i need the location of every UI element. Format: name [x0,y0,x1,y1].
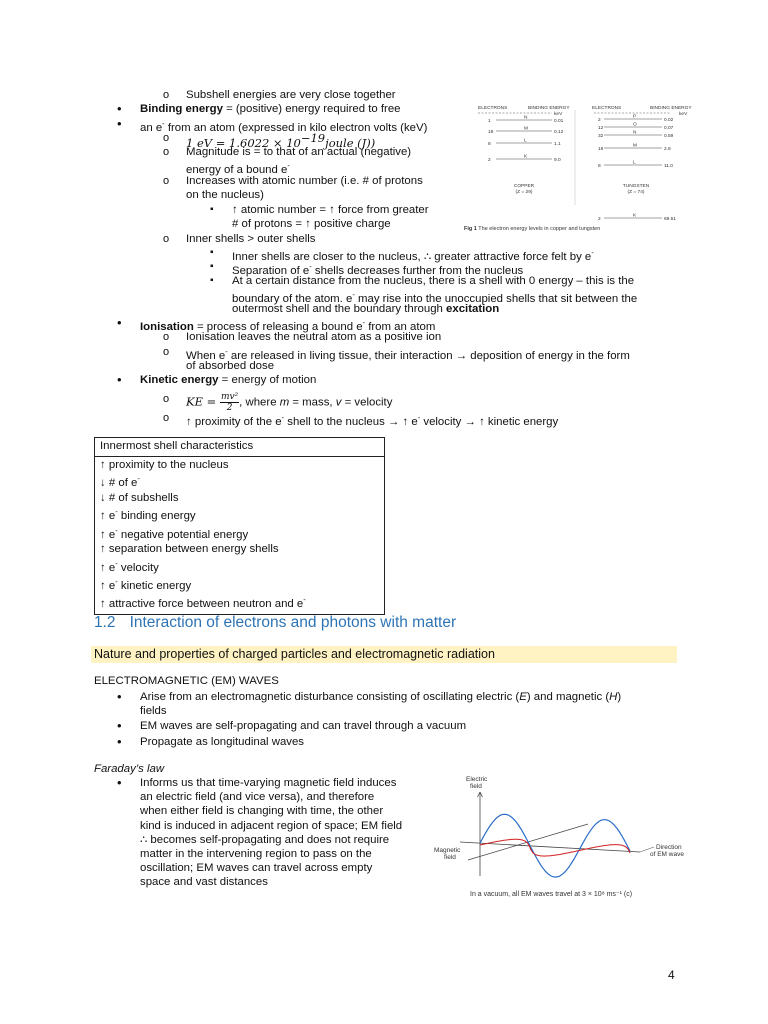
magnitude-text: o Magnitude is = to that of an actual (negative) [186,145,411,159]
faraday-line: oscillation; EM waves can travel across empty [140,862,373,875]
table-row: ↓ # of e- [100,474,140,489]
table-row: ↑ e- velocity [100,558,159,574]
electric-field-label-2: field [470,783,482,790]
ionisation-sub2-cont: of absorbed dose [186,360,275,372]
faraday-heading: Faraday’s law [94,763,165,775]
superscript: - [281,413,285,422]
superscript: - [162,119,165,128]
faraday-bullet [140,776,402,890]
atomic-number-text-cont: # of protons = ↑ positive charge [232,218,391,230]
figure1-caption [464,226,600,232]
shell-letter: P [633,114,637,120]
text-fragment: = mass, [289,396,336,409]
shell-letter: K [524,154,528,160]
shell-letter: M [524,126,528,132]
text-fragment: ) [617,691,622,703]
electron-count: 2 [598,217,601,222]
superscript: - [417,413,421,422]
copper-label: COPPER [513,184,535,189]
superscript: - [287,161,290,170]
text-fragment: from an atom [365,320,436,333]
table-row: ↓ # of subshells [100,491,179,504]
binding-energy-item [140,102,401,116]
em-waves-heading: ELECTROMAGNETIC (EM) WAVES [94,675,279,687]
innermost-shell-table [94,437,385,615]
table-row: ↑ proximity to the nucleus [100,458,229,471]
em-bullet-2: • EM waves are self-propagating and can travel through a vacuum [140,719,466,733]
text-fragment: m [279,396,290,409]
increases-text: o Increases with atomic number (i.e. # of protons [186,174,423,188]
ke-formula [186,392,392,413]
binding-energy-def: = (positive) energy required to free [222,103,401,115]
ev-eq-prefix: 1 eV = 1.6022 × 10 [186,135,301,150]
kinetic-energy-term: Kinetic energy [140,374,219,386]
electron-count: 8 [598,164,601,169]
tungsten-z: (Z = 74) [627,190,645,195]
binding-energy-value: 11.0 [664,164,673,169]
faraday-line: when either field is changing with time, the other [140,805,384,818]
binding-energy-value: 69.51 [664,217,677,222]
wave-caption: In a vacuum, all EM waves travel at 3 × 10⁸ ms⁻¹ (c) [470,891,633,898]
electron-count: 32 [598,134,604,139]
text-fragment: boundary of the atom. e [232,292,353,305]
text-fragment: Separation of e [232,264,310,277]
shell-letter: N [524,115,528,121]
electron-count: 12 [598,126,604,131]
direction-label-2: of EM wave [650,851,684,858]
copper-z: (Z = 29) [515,190,533,195]
shell-letter: L [633,160,636,166]
section-title: Interaction of electrons and photons with matter [129,614,457,631]
text-fragment: are released in living tissue, their interaction → deposition of energy in the form [227,349,630,362]
copper-header-right: BINDING ENERGY [528,106,570,111]
table-row: ↑ attractive force between neutron and e- [100,595,306,611]
table-row: ↑ separation between energy shells [100,542,279,555]
binding-energy-value: 0.59 [664,134,674,139]
inner-shells-text: o Inner shells > outer shells [186,232,315,246]
table-row: ↑ e- binding energy [100,507,196,522]
shell-letter: M [633,143,637,149]
text-fragment: H [609,691,618,703]
text-fragment: = energy of motion [218,374,317,386]
binding-energy-value: 0.12 [554,130,564,135]
faraday-line: • Informs us that time-varying magnetic field induces [140,777,397,789]
magnetic-wave [480,839,630,856]
tungsten-levels [598,114,676,223]
text-fragment: shell to the nucleus → ↑ e [284,415,418,428]
excitation-term: excitation [446,303,500,315]
tungsten-header-right: BINDING ENERGY [650,106,692,111]
ev-eq-exponent: −19 [300,131,326,145]
table-header: Innermost shell characteristics [95,438,385,457]
text-fragment: energy of a bound e [186,163,288,176]
section-number: 1.2 [94,614,116,631]
electron-count: 8 [488,142,491,147]
copper-header-left: ELECTRONS [478,106,508,111]
text-fragment: Inner shells are closer to the nucleus, ∴ greater attractive force felt by e [232,250,592,263]
binding-energy-value: 9.0 [554,158,561,163]
electron-count: 1 [488,119,491,124]
em-bullet-3: • Propagate as longitudinal waves [140,735,304,749]
energy-level-figure [464,100,700,235]
subshell-energies-text: o Subshell energies are very close together [186,88,396,102]
ke-denominator: 2 [226,403,233,413]
electron-count: 2 [488,158,491,163]
text-fragment: When e [186,349,226,362]
ev-eq-suffix: joule (J)) [325,135,376,150]
text-fragment: velocity → ↑ kinetic energy [420,415,559,428]
ke-fraction [220,392,239,413]
ke-numerator: mv² [220,392,239,402]
superscript: - [352,290,355,299]
proximity-text [186,411,558,429]
caption-bold: Fig 1 [464,226,477,232]
superscript: - [362,318,366,327]
faraday-line: matter in the intervening region to pass on the [140,848,372,861]
shell-letter: K [633,213,637,219]
shell-letter: L [524,138,527,144]
faraday-line: an electric field (and vice versa), and therefore [140,791,375,804]
table-row: ↑ e- kinetic energy [100,576,192,592]
em-bullet-1-cont: fields [140,705,167,717]
page-number: 4 [668,968,675,982]
ionisation-term: Ionisation [140,320,194,333]
magnetic-field-label: Magnetic [434,847,461,854]
table-row: ↑ e- negative potential energy [100,525,249,541]
binding-energy-value: 1.1 [554,142,561,147]
table-body [95,456,385,614]
faraday-line: space and vast distances [140,876,268,889]
electron-count: 18 [488,130,494,135]
caption-text: The electron energy levels in copper and tungsten [476,226,601,232]
text-fragment: E [519,691,527,703]
binding-energy-value: 2.8 [664,147,671,152]
text-fragment: , where [239,396,280,409]
section-heading [94,614,456,632]
faraday-line: ∴ becomes self-propagating and does not require [140,833,390,846]
text-fragment: ↑ proximity of the e [186,415,282,428]
atomic-number-text: ▪ ↑ atomic number = ↑ force from greater [232,203,429,217]
tungsten-unit: keV [679,112,688,117]
text-fragment: outermost shell and the boundary through [232,303,447,315]
ionisation-sub1: o Ionisation leaves the neutral atom as a positive ion [186,330,441,344]
binding-energy-value: 0.07 [664,126,674,131]
copper-levels [488,115,564,164]
tungsten-header-left: ELECTRONS [592,106,622,111]
text-fragment: may rise into the unoccupied shells that sit between the [354,292,638,305]
shell-letter: N [633,130,637,136]
text-fragment: Arise from an electromagnetic disturbance consisting of oscillating electric ( [140,691,520,703]
superscript: - [591,248,594,257]
binding-energy-value: 0.01 [554,119,564,124]
text-fragment: shells decreases further from the nucleus [311,264,524,277]
highlight-text: Nature and properties of charged particles and electromagnetic radiation [94,647,495,661]
text-fragment: ) and magnetic ( [526,691,610,703]
superscript: - [225,347,228,356]
electric-field-label: Electric [466,776,488,783]
text-fragment: an e [140,121,163,134]
tungsten-label: TUNGSTEN [622,184,650,189]
em-bullet-1 [140,690,621,704]
faraday-text [140,776,402,890]
text-fragment: = velocity [341,396,393,409]
ke-lhs: KE = [186,394,220,409]
em-wave-figure [430,772,700,902]
text-fragment: = process of releasing a bound e [193,320,363,333]
magnetic-field-label-2: field [444,854,456,861]
electron-count: 2 [598,118,601,123]
binding-energy-value: 0.02 [664,118,674,123]
direction-label: Direction [656,844,682,851]
kinetic-energy-item [140,373,316,387]
increases-text-cont: on the nucleus) [186,189,264,201]
superscript: - [309,262,312,271]
shell-letter: O [633,122,637,128]
binding-energy-term: Binding energy [140,103,223,115]
distance-text: ▪ At a certain distance from the nucleus, there is a shell with 0 energy – this is the [232,274,634,288]
distance-text-cont2 [232,302,499,316]
electron-count: 18 [598,147,604,152]
text-fragment: from an atom (expressed in kilo electron volts (keV) [164,121,428,134]
text-fragment: v [335,396,342,409]
copper-unit: keV [554,112,563,117]
faraday-line: kind is induced in adjacent region of space; EM field [140,819,403,832]
